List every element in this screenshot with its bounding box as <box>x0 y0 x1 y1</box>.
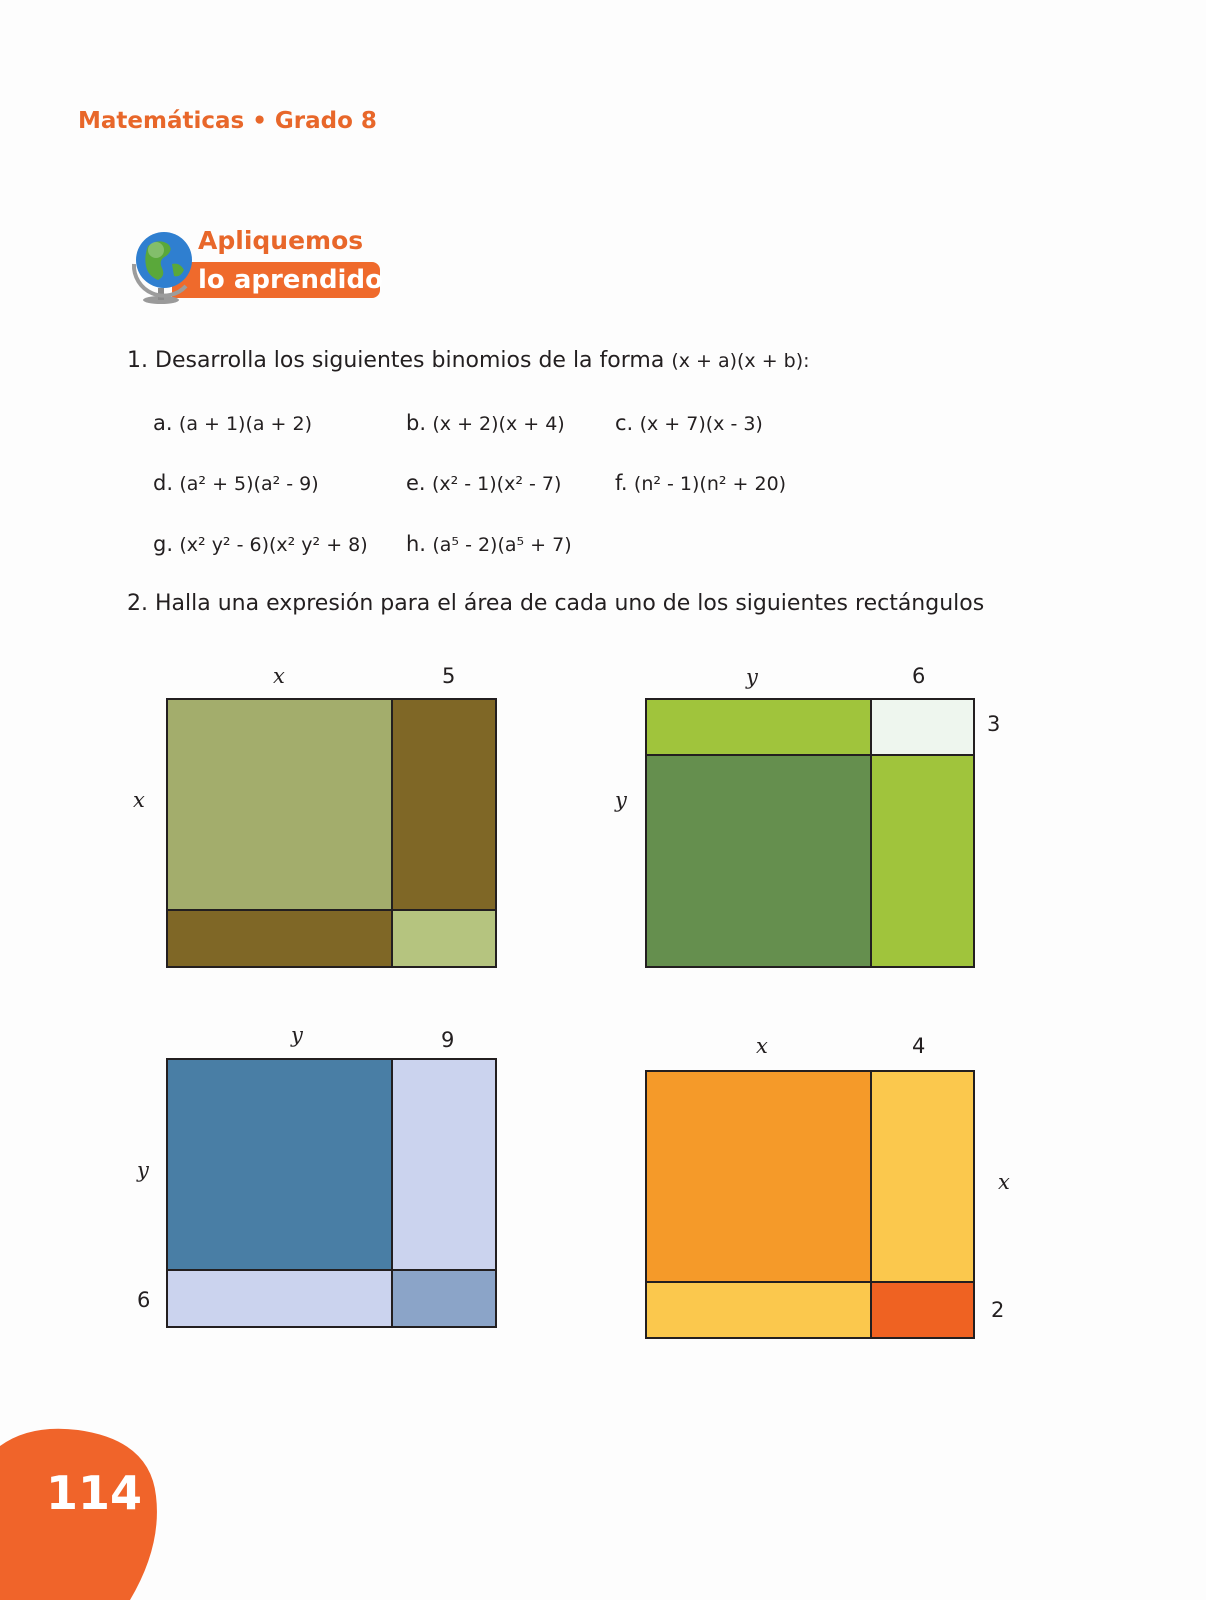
rect1-divider-h <box>166 909 497 911</box>
page-number: 114 <box>46 1466 143 1520</box>
question-2 <box>127 591 984 616</box>
exercise-g <box>153 532 368 556</box>
rect4-top-label-x: x <box>756 1034 768 1058</box>
rect1-top-label-x: x <box>273 664 285 688</box>
rect4-side-label-2: 2 <box>991 1298 1005 1322</box>
badge-line1: Apliquemos <box>198 226 364 255</box>
question-1-number: 1. <box>127 348 148 373</box>
rect3-side-label-y: y <box>137 1158 149 1182</box>
rect4-divider-v <box>870 1070 872 1339</box>
header-separator: • <box>252 108 267 134</box>
exercise-b <box>406 411 565 435</box>
exercise-expression: (x² y² - 6)(x² y² + 8) <box>179 534 368 556</box>
rect1-top-label-5: 5 <box>442 664 456 688</box>
exercise-d <box>153 471 319 495</box>
exercise-label: a. <box>153 411 173 435</box>
exercise-e <box>406 471 561 495</box>
rect2-frame <box>645 698 975 968</box>
rect3-frame <box>166 1058 497 1328</box>
question-1 <box>127 348 810 373</box>
exercise-a <box>153 411 312 435</box>
page-header <box>78 108 377 134</box>
exercise-expression: (a⁵ - 2)(a⁵ + 7) <box>432 534 572 556</box>
exercise-label: c. <box>615 411 634 435</box>
rect4-frame <box>645 1070 975 1339</box>
exercise-label: h. <box>406 532 426 556</box>
exercise-expression: (a² + 5)(a² - 9) <box>179 473 319 495</box>
section-badge <box>126 224 386 306</box>
rect2-top-label-y: y <box>746 665 758 689</box>
exercise-expression: (a + 1)(a + 2) <box>178 413 313 435</box>
exercise-f <box>615 471 786 495</box>
exercise-label: d. <box>153 471 174 495</box>
grade-title: Grado 8 <box>274 108 377 134</box>
exercise-label: e. <box>406 471 426 495</box>
rect3-top-label-9: 9 <box>441 1028 455 1052</box>
exercise-h <box>406 532 572 556</box>
exercise-expression: (x + 7)(x - 3) <box>639 413 763 435</box>
rect4-side-label-x: x <box>998 1170 1010 1194</box>
rect2-side-label-y: y <box>615 788 627 812</box>
exercise-expression: (x² - 1)(x² - 7) <box>431 473 562 495</box>
rect3-side-label-6: 6 <box>137 1288 151 1312</box>
exercise-label: f. <box>615 471 628 495</box>
question-1-form: (x + a)(x + b): <box>671 350 810 372</box>
globe-icon <box>126 224 196 306</box>
rect4-divider-h <box>645 1281 975 1283</box>
rect4-top-label-4: 4 <box>912 1034 926 1058</box>
badge-line2: lo aprendido <box>172 262 380 298</box>
exercise-expression: (n² - 1)(n² + 20) <box>633 473 787 495</box>
question-1-text: Desarrolla los siguientes binomios de la forma <box>155 348 665 373</box>
rect3-top-label-y: y <box>291 1023 303 1047</box>
exercise-c <box>615 411 763 435</box>
rect2-top-label-6: 6 <box>912 664 926 688</box>
rect2-side-label-3: 3 <box>987 712 1001 736</box>
rect1-side-label-x: x <box>133 788 145 812</box>
subject-title: Matemáticas <box>78 108 245 134</box>
exercise-label: b. <box>406 411 427 435</box>
exercise-label: g. <box>153 532 174 556</box>
rect2-divider-h <box>645 754 975 756</box>
rect2-divider-v <box>870 698 872 968</box>
question-2-number: 2. <box>127 591 148 616</box>
rect1-divider-v <box>391 698 393 968</box>
rect1-frame <box>166 698 497 968</box>
rect3-divider-v <box>391 1058 393 1328</box>
exercise-expression: (x + 2)(x + 4) <box>432 413 565 435</box>
question-2-text: Halla una expresión para el área de cada uno de los siguientes rectángulos <box>155 591 985 616</box>
rect3-divider-h <box>166 1269 497 1271</box>
